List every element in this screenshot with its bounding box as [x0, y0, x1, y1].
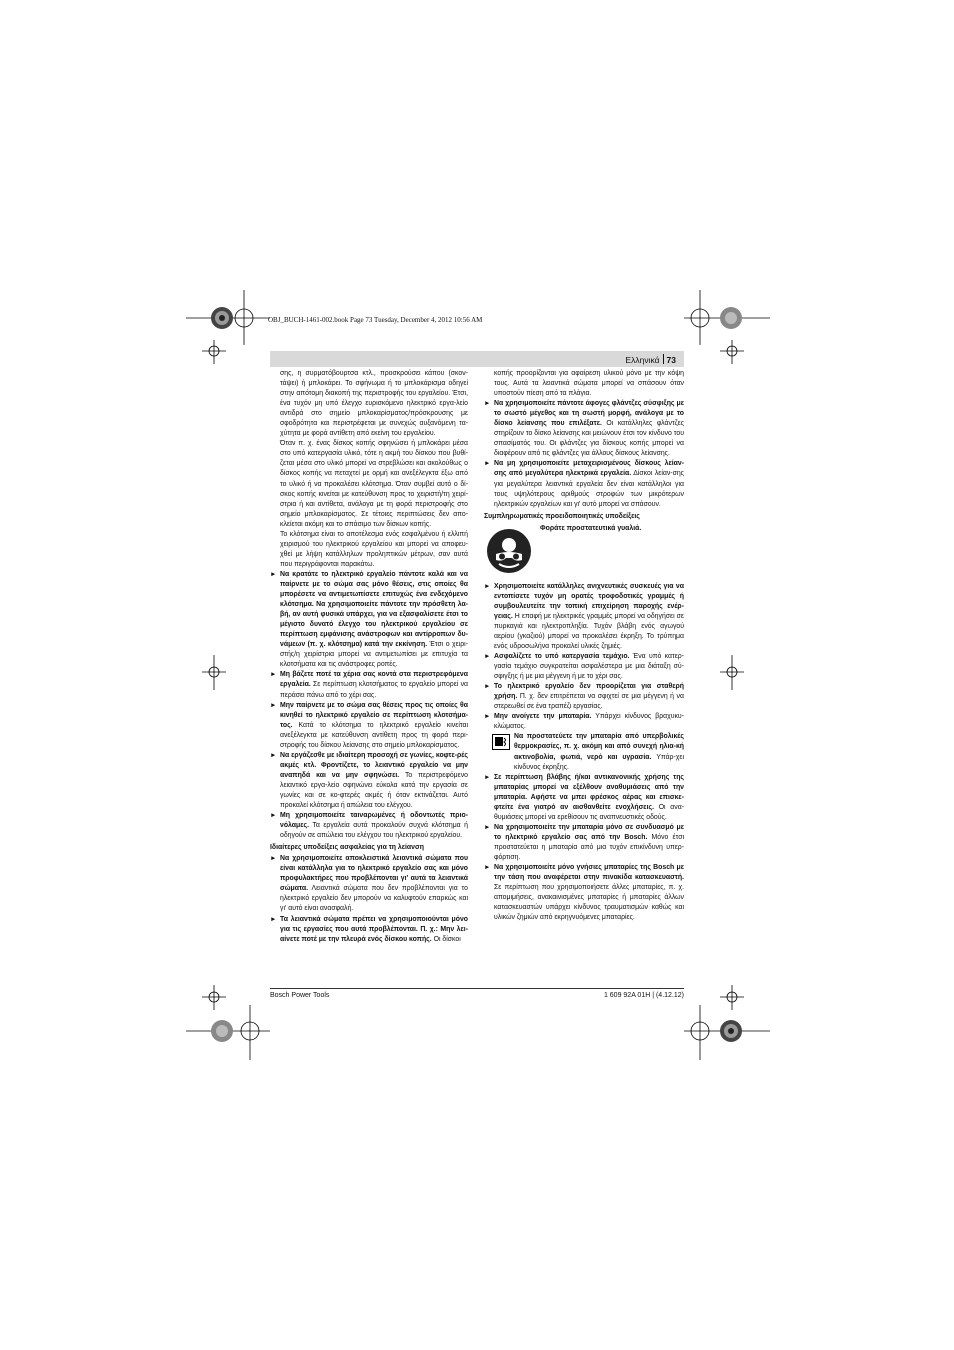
bullet-item: ► Να κρατάτε το ηλεκτρικό εργαλείο πάντοτε καλά και να παίρνετε με το σώμα σας μόνο θέσεις, στις οποίες θα μπορέσετε να αντιμετωπίσετε επιτυχώς ένα ενδεχόμενο κλότσημα. Να χρησιμοποιείτε πάντοτε την πρόσθετη λα-βή, αν αυτή φυσικά υπάρχει, για να εξασφαλίσετε έτσι το μέγιστο δυνατό έλεγχο του ηλεκτρικού εργαλείου σε περίπτωση εμφάνισης ανάστροφων και αντίρροπων δυ-νάμεων (π. χ. κλότσημα) κατά την εκκίνηση. Έτσι ο χειρι-στής/η χειρίστρια μπορεί να αντιμετωπίσει με επιτυχία τα κλοτσήματα και τις ανάστροφες ροπές. — [270, 570, 468, 669]
safety-goggles-icon — [486, 528, 532, 574]
paragraph: Όταν π. χ. ένας δίσκος κοπής σφηνώσει ή μπλοκάρει μέσα στο υπό κατεργασία υλικό, τότε η ακμή του δίσκου που βυθί-ζεται μέσα στο υλικό μπορεί να στρεβλώσει και ακολούθως ο δίσκος κοπής να πεταχτεί με ορμή και ανεξέλεγκτα έξω από το υλικό ή να προκαλέσει κλότσημα. Όταν συμβεί αυτό ο δί-σκος κοπής κινείται με κατεύθυνση προς το χειριστή/τη χειρί-στρια ή και αντίθετα, ανάλογα με τη φορά περιστροφής στο σημείο μπλοκαρίσματος. Σε τέτοιες περιπτώσεις δεν απο-κλείεται ακόμη και το σπάσιμο των δίσκων κοπής. — [280, 440, 468, 528]
footer-doc-number: 1 609 92A 01H | (4.12.12) — [603, 992, 684, 999]
bullet-arrow-icon: ► — [270, 915, 277, 923]
bullet-arrow-icon: ► — [484, 683, 491, 691]
bullet-arrow-icon: ► — [270, 855, 277, 863]
bullet-item: ► Ασφαλίζετε το υπό κατεργασία τεμάχιο. Ένα υπό κατερ-γασία τεμάχιο συγκρατείται ασφαλέστερα με μια διάταξη σύ-σφιγξης ή με μια μέγγενη ή με το χέρι σας. — [484, 653, 684, 681]
bullet-item: ► Χρησιμοποιείτε κατάλληλες ανιχνευτικές συσκευές για να εντοπίσετε τυχόν μη ορατές τροφοδοτικές γραμμές ή συμβουλευτείτε την τοπική επιχείρηση παροχής ενέρ-γειας. Η επαφή με ηλεκτρικές γραμμές μπορεί να οδηγήσει σε πυρκαγιά και ηλεκτροπληξία. Τυχόν βλάβη ενός αγωγού αερίου (γκαζιού) μπορεί να προκαλέσει έκρηξη. Το τρύπημα ενός υδροσωλήνα προκαλεί υλικές ζημιές. — [484, 582, 684, 650]
bullet-item: ► Μη χρησιμοποιείτε ταιναρωμένες ή οδοντωτές πριο-νόλαμες. Τα εργαλεία αυτά προκαλούν συχνά κλότσημα ή οδηγούν σε απώλεια του ελέγχου του ηλεκτρικού εργαλείου. — [270, 812, 468, 840]
page-header — [270, 351, 684, 367]
bullet-arrow-icon: ► — [484, 713, 491, 721]
battery-heat-warning: Να προστατεύετε την μπαταρία από υπερβολικές θερμοκρασίες, π. χ. ακόμη και από συνεχή ηλια-κή ακτινοβολία, φωτιά, νερό και υγρασία. Υπάρ-χει κίνδυνος έκρηξης. — [484, 732, 684, 772]
paragraph: κοπής προορίζονται για αφαίρεση υλικού μόνο με την κόψη τους. Αυτά τα λειαντικά σώματα μπορεί να σπάσουν όταν υποστούν πίεση από τα πλάγια. — [494, 370, 684, 398]
bullet-arrow-icon: ► — [484, 400, 491, 408]
battery-temperature-icon — [492, 734, 510, 750]
footer-divider — [270, 988, 684, 989]
bullet-arrow-icon: ► — [484, 653, 491, 661]
bullet-arrow-icon: ► — [270, 751, 277, 759]
bullet-arrow-icon: ► — [484, 773, 491, 781]
bullet-item: ► Να εργάζεσθε με ιδιαίτερη προσοχή σε γωνίες, κοφτε-ρές ακμές κτλ. Φροντίζετε, το λειαντικό εργαλείο να μην αναπηδά και να μην σφηνώσει. Το περιστρεφόμενο λειαντικό εργα-λείο σφηνώνει εύκολα κατά την εργασία σε γωνίες και σε κο-φτερές ακμές ή όταν εκτινάζεται. Αυτό προκαλεί κλότσημα ή απώλεια του ελέγχου. — [270, 751, 468, 810]
bullet-item: ► Να χρησιμοποιείτε μόνο γνήσιες μπαταρίες της Bosch με την τάση που αναφέρεται στην πινακίδα κατασκευαστή. Σε περίπτωση που χρησιμοποιήσετε άλλες μπαταρίες, π. χ. απομιμήσεις, ανακαινισμένες μπαταρίες ή μπαταρίες άλλων κατασκευαστών υπάρχει κίνδυνος τραυματισμών καθώς και υλικών ζημιών από εκρηγνυόμενες μπαταρίες. — [484, 864, 684, 922]
right-column — [484, 369, 684, 923]
bullet-item: ► Να χρησιμοποιείτε αποκλειστικά λειαντικά σώματα που είναι κατάλληλα για το ηλεκτρικό εργαλείο σας και μόνο προφυλακτήρες που προβλέπονται γι' αυτά τα λειαντικά σώματα. Λειαντικά σώματα που δεν προβλέπονται για το ηλεκτρικό εργαλείο δεν μπορούν να καλυφτούν επαρκώς και γι' αυτό είναι ανασφαλή. — [270, 855, 468, 913]
bullet-item: ► Να χρησιμοποιείτε πάντοτε άφογες φλάντζες σύσφιξης με το σωστό μέγεθος και τη σωστή μορφή, ανάλογα με το δίσκο λείανσης που επιλέξατε. Οι κατάλληλες φλάντζες στηρίζουν το δίσκο λείανσης και μειώνουν έτσι τον κίνδυνο του σπασίματός του. Οι φλάντζες για δίσκους κοπής μπορεί να διαφέρουν από τις φλάντζες για άλλους δίσκους λείανσης. — [484, 400, 684, 458]
print-info: OBJ_BUCH-1461-002.book Page 73 Tuesday, December 4, 2012 10:56 AM — [268, 316, 483, 324]
bullet-arrow-icon: ► — [270, 570, 277, 578]
bullet-item: ► Τα λειαντικά σώματα πρέπει να χρησιμοποιούνται μόνο για τις εργασίες που αυτά προβλέπονται. Π. χ.: Μην λει-αίνετε ποτέ με την πλευρά ενός δίσκου κοπής. Οι δίσκοι — [270, 915, 468, 943]
bullet-item: ► Μην ανοίγετε την μπαταρία. Υπάρχει κίνδυνος βραχυκυ-κλώματος. — [484, 713, 684, 731]
bullet-arrow-icon: ► — [270, 812, 277, 820]
paragraph: Το κλότσημα είναι το αποτέλεσμα ενός εσφαλμένου ή ελλιπή χειρισμού του ηλεκτρικού εργαλείου και μπορεί να αποφευ-χθεί με λήψη κατάλληλων προληπτικών μέτρων, σαν αυτά που περιγράφονται παρακάτω. — [280, 530, 468, 568]
header-language: Ελληνικά — [625, 355, 660, 365]
bullet-item: ► Να μη χρησιμοποιείτε μεταχειρισμένους δίσκους λείαν-σης από μεγαλύτερα ηλεκτρικά εργαλεία. Δίσκοι λείαν-σης για μεγαλύτερα λειαντικά εργαλεία δεν είναι κατάλληλοι για τους υψηλότερους αριθμούς στροφών των μικρότερων ηλεκτρικών εργαλείων και γι' αυτό μπορεί να σπάσουν. — [484, 460, 684, 508]
bullet-item: ► Το ηλεκτρικό εργαλείο δεν προορίζεται για σταθερή χρήση. Π. χ. δεν επιτρέπεται να σφιχτεί σε μια μέγγενη ή να στερεωθεί σε ένα τραπέζι εργασίας. — [484, 683, 684, 711]
bullet-arrow-icon: ► — [484, 582, 491, 590]
bullet-item: ► Μη βάζετε ποτέ τα χέρια σας κοντά στα περιστρεφόμενα εργαλεία. Σε περίπτωση κλοτσήματος το εργαλείο μπορεί να περάσει πάνω από το χέρι σας. — [270, 671, 468, 699]
goggles-label: Φοράτε προστατευτικά γυαλιά. — [540, 524, 642, 532]
bullet-arrow-icon: ► — [484, 460, 491, 468]
page-number: 73 — [666, 355, 676, 365]
paragraph: σης, η συρματόβουρτσα κτλ., προσκρούσει κάπου (σκον-τάψει) ή μπλοκάρει. Το σφήνωμα ή το μπλοκάρισμα οδηγεί στην απότομη διακοπή της περιστροφής του εργαλείου. Έτσι, ένα τυχόν μη υπό έλεγχο ευρισκόμενο ηλεκτρικό εργα-λείο αντιδρά στο σημείο μπλοκαρίσματος/πρόσκρουσης με σφοδρότητα και περιστρέφεται με συνεχώς αυξανόμενη τα-χύτητα με φορά αντίθετη από εκείνη του εργαλείου. — [280, 370, 468, 438]
left-column — [270, 369, 468, 945]
goggles-notice — [484, 524, 684, 582]
section-heading: Ιδιαίτερες υποδείξεις ασφαλείας για τη λείανση — [270, 844, 424, 852]
bullet-arrow-icon: ► — [484, 864, 491, 872]
bullet-arrow-icon: ► — [484, 823, 491, 831]
bullet-item: ► Σε περίπτωση βλάβης ή/και αντικανονικής χρήσης της μπαταρίας μπορεί να εξέλθουν αναθυμιάσεις από την μπαταρία. Αφήστε να μπει φρέσκος αέρας και επισκε-φτείτε ένα γιατρό αν αισθανθείτε ενοχλήσεις. Οι ανα-θυμιάσεις μπορεί να ερεθίσουν τις αναπνευστικές οδούς. — [484, 773, 684, 821]
footer-publisher: Bosch Power Tools — [270, 992, 330, 999]
bullet-arrow-icon: ► — [270, 701, 277, 709]
section-heading: Συμπληρωματικές προειδοποιητικές υποδείξεις — [484, 512, 640, 520]
bullet-arrow-icon: ► — [270, 671, 277, 679]
bullet-item: ► Να χρησιμοποιείτε την μπαταρία μόνο σε συνδυασμό με το ηλεκτρικό εργαλείο σας από την Bosch. Μόνο έτσι προστατεύεται η μπαταρία από μια τυχόν επικίνδυνη υπερ-φόρτιση. — [484, 823, 684, 861]
bullet-item: ► Μην παίρνετε με το σώμα σας θέσεις προς τις οποίες θα κινηθεί το ηλεκτρικό εργαλείο σε περίπτωση κλοτσήμα-τος. Κατά το κλότσημα το ηλεκτρικό εργαλείο κινείται ανεξέλεγκτα με κατεύθυνση αντίθετη προς τη φορά περι-στροφής του δίσκου λείανσης στο σημείο μπλοκαρίσματος. — [270, 701, 468, 749]
